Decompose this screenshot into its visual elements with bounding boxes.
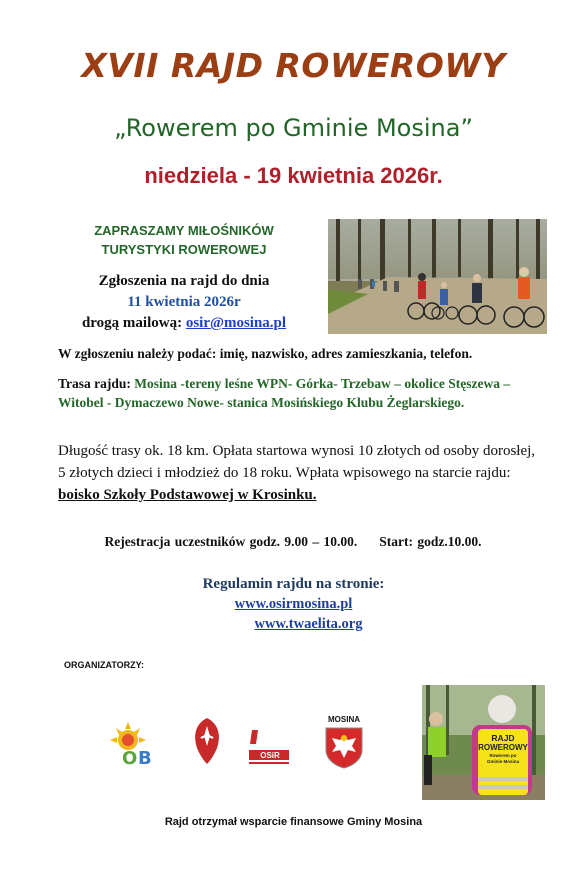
email-prefix: drogą mailową: [81, 315, 183, 331]
registration-time: Rejestracja uczestników godz. 9.00 – 10.00. [104, 534, 358, 549]
registration-line: Zgłoszenia na rajd do dnia [98, 273, 270, 289]
osir-website-link[interactable]: www.osirmosina.pl [234, 596, 353, 612]
route-description [58, 374, 538, 412]
invite-line-2: TURYSTYKI ROWEROWEJ [101, 242, 267, 257]
regulations-block [0, 574, 587, 634]
osir-logo-icon [246, 726, 292, 768]
vest-text [478, 733, 528, 765]
length-and-fee-text [58, 440, 540, 506]
organizers-label: ORGANIZATORZY: [64, 660, 144, 670]
cyclists-forest-photo [328, 219, 547, 334]
invite-line-1: ZAPRASZAMY MIŁOŚNIKÓW [94, 223, 274, 238]
schedule-line [58, 534, 528, 550]
mosina-logo-label: MOSINA [328, 715, 360, 724]
length-fee-sentence: Długość trasy ok. 18 km. Opłata startowa wynosi 10 złotych od osoby dorosłej, 5 złotych dzieci i młodzież do 18 roku. Wpłata wpisowego na starcie rajdu: [58, 443, 536, 481]
route-label: Trasa rajdu: [58, 376, 131, 391]
vest-line-3: Rowerem po [489, 753, 517, 758]
poster-subtitle: „Rowerem po Gminie Mosina” [114, 114, 473, 142]
regulations-label: Regulamin rajdu na stronie: [202, 576, 385, 592]
registration-block [58, 271, 310, 334]
email-link[interactable]: osir@mosina.pl [185, 315, 287, 331]
start-location: boisko Szkoły Podstawowej w Krosinku. [58, 487, 317, 503]
svg-text:B: B [138, 748, 152, 768]
vest-line-1: RAJD [491, 733, 515, 743]
twaelita-website-link[interactable]: www.twaelita.org [254, 616, 363, 632]
start-time: Start: godz.10.00. [379, 534, 482, 549]
vest-line-2: ROWEROWY [478, 743, 528, 752]
registration-deadline: 11 kwietnia 2026r [127, 294, 241, 310]
registration-requirements: W zgłoszeniu należy podać: imię, nazwisko, adres zamieszkania, telefon. [58, 346, 473, 361]
route-text: Mosina -tereny leśne WPN- Górka- Trzebaw – okolice Stęszewa – Witobel - Dymaczewo Nowe- stanica Mosińskiego Klubu Żeglarskiego. [58, 376, 511, 410]
vest-line-4: Gminie Mosina [486, 759, 519, 764]
sun-logo-icon [108, 720, 160, 768]
mosina-coat-of-arms-icon [324, 726, 364, 770]
event-date: niedziela - 19 kwietnia 2026r. [144, 163, 443, 188]
invite-text [58, 221, 310, 259]
poster-title: XVII RAJD ROWEROWY [81, 46, 506, 85]
osir-logo-text: OSiR [260, 751, 280, 760]
scout-emblem-icon [191, 716, 223, 768]
footer-funding-note: Rajd otrzymał wsparcie finansowe Gminy Mosina [164, 816, 423, 828]
registration-email-line [58, 313, 310, 334]
svg-text:O: O [122, 748, 138, 768]
